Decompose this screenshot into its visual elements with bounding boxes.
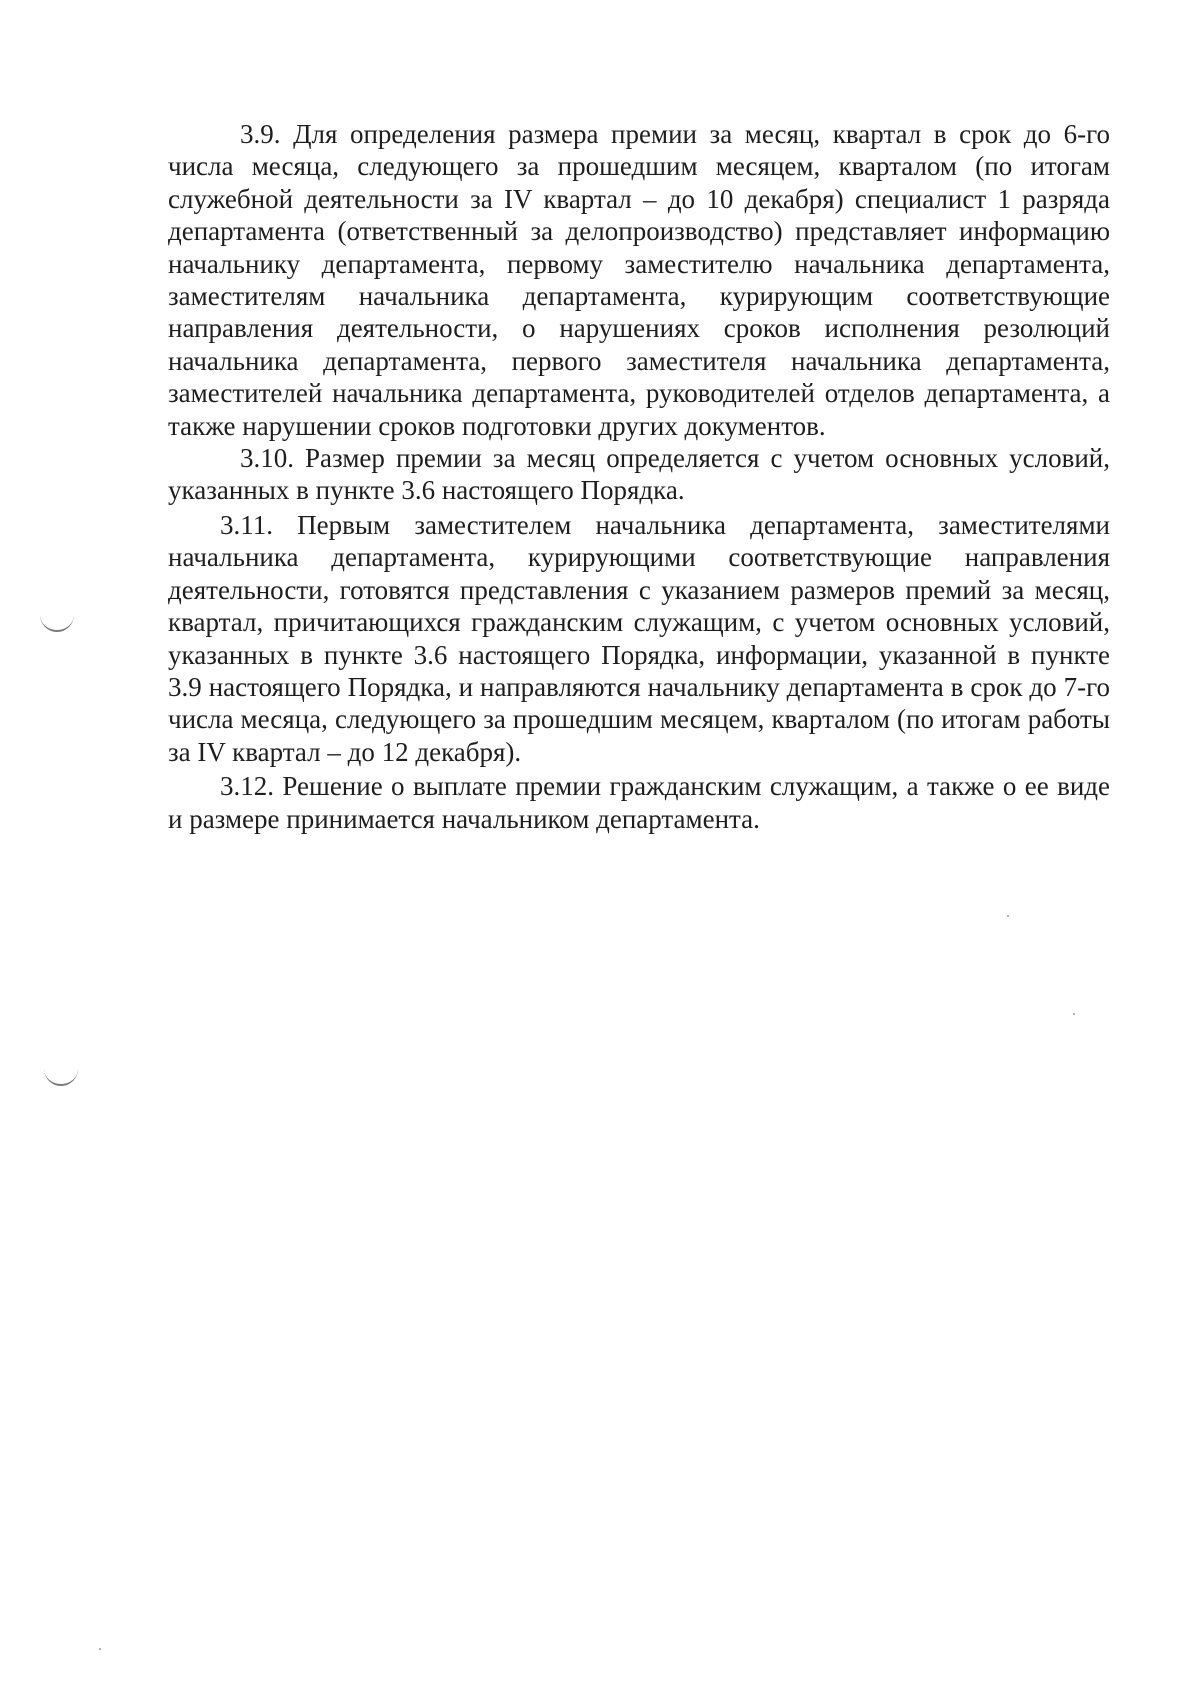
paragraph-3-11: 3.11. Первым заместителем начальника департамента, заместителями начальника департамента, курирующими соответствующие направления деятельности, готовятся представления с указанием размеров премий за месяц, квартал, причитающихся гражданским служащим, с учетом основных условий, указанных в пункте 3.6 настоящего Порядка, информации, указанной в пункте 3.9 настоящего Порядка, и направляются начальнику департамента в срок до 7-го числа месяца, следующего за прошедшим месяцем, кварталом (по итогам работы за IV квартал – до 12 декабря). xyxy=(168,509,1110,767)
scan-speck xyxy=(1073,1013,1075,1015)
document-body xyxy=(168,118,1110,835)
scan-speck xyxy=(99,1648,101,1650)
paragraph-3-12: 3.12. Решение о выплате премии гражданским служащим, а также о ее виде и размере принимается начальником департамента. xyxy=(168,771,1110,834)
paragraph-3-10: 3.10. Размер премии за месяц определяется с учетом основных условий, указанных в пункте 3.6 настоящего Порядка. xyxy=(168,443,1110,506)
paragraph-3-9: 3.9. Для определения размера премии за месяц, квартал в срок до 6-го числа месяца, следующего за прошедшим месяцем, кварталом (по итогам служебной деятельности за IV квартал – до 10 декабря) специалист 1 разряда департамента (ответственный за делопроизводство) представляет информацию начальнику департамента, первому заместителю начальника департамента, заместителям начальника департамента, курирующим соответствующие направления деятельности, о нарушениях сроков исполнения резолюций начальника департамента, первого заместителя начальника департамента, заместителей начальника департамента, руководителей отделов департамента, а также нарушении сроков подготовки других документов. xyxy=(168,119,1110,441)
punch-hole-mark-upper xyxy=(40,608,74,632)
scan-speck xyxy=(1007,915,1009,917)
punch-hole-mark-lower xyxy=(44,1062,78,1086)
